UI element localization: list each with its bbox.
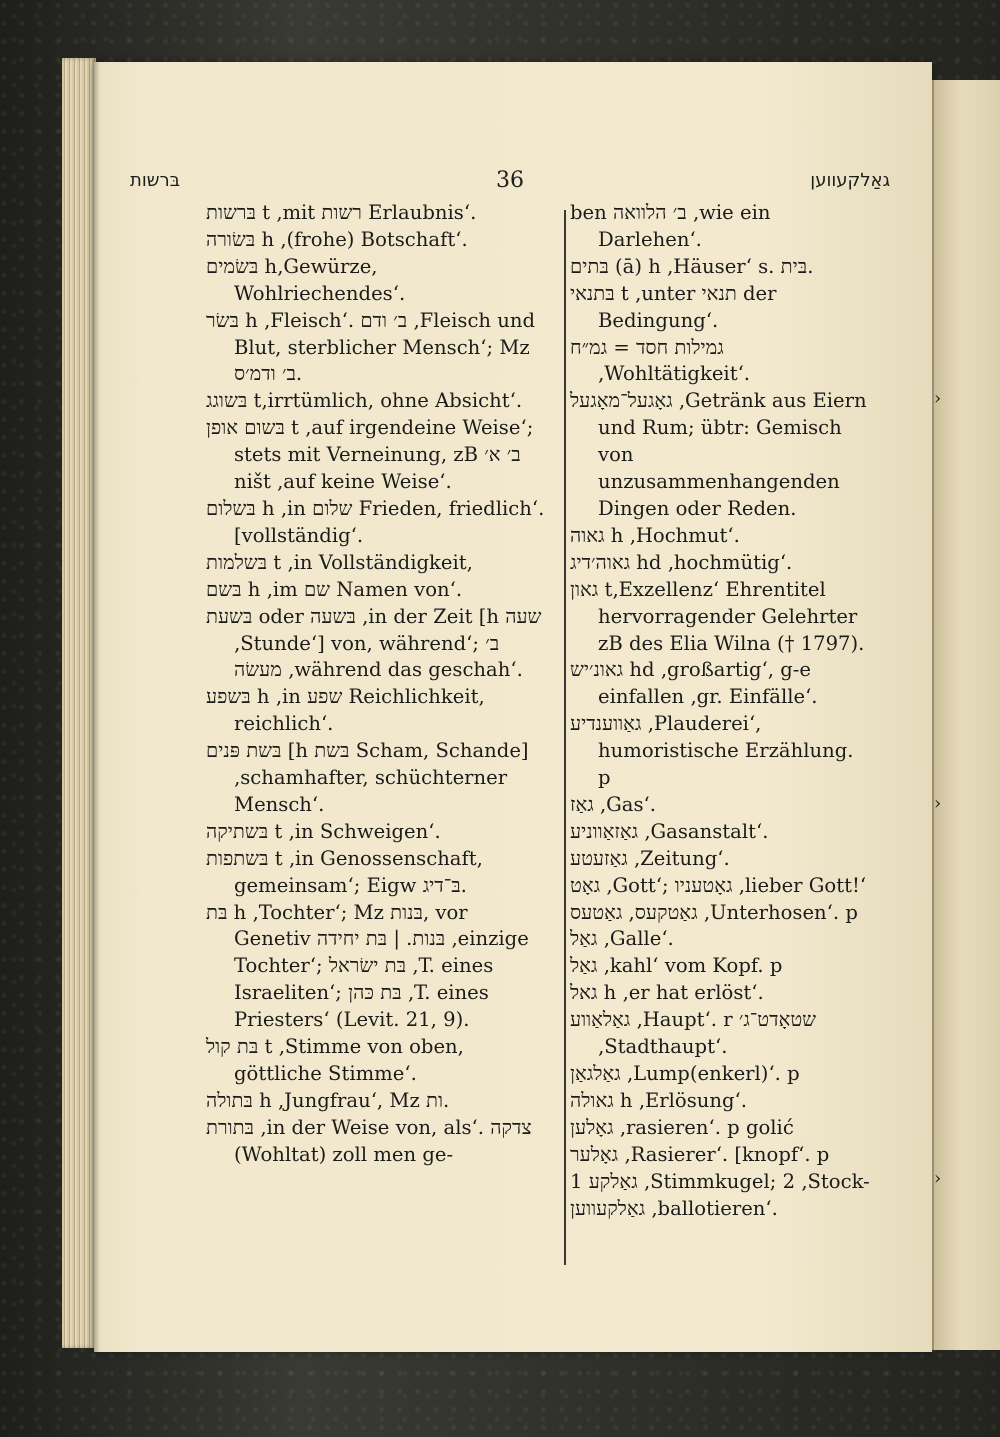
dictionary-entry: גאָט ‚Gott‘; גאָטעניו ‚lieber Gott!‘ [570,873,867,897]
dictionary-entry: גאַלגאַן ‚Lump(enkerl)‘. p [570,1062,800,1085]
dictionary-entry: גאַווענדיע ‚Plauderei‘, humoristische Erzählung. p [570,712,854,790]
dictionary-entry: גאון t‚Exzellenz‘ Ehrentitel hervorragender Gelehrter zB des Elia Wilna († 1797). [570,577,865,655]
dictionary-entry: גאַלקעווען ‚ballotieren‘. [570,1196,778,1220]
dictionary-entry: בּשעת oder בּשעה ‚in der Zeit [h שעה ‚Stunde‘] von, während‘; ב׳ מעשׂה ‚während das geschah‘. [206,604,542,682]
dictionary-entry: גאונ׳יש hd ‚großartig‘, g-e einfallen ‚gr. Einfälle‘. [570,658,818,709]
dictionary-entry: בּתורת ‚in der Weise von, als‘. צדקה (Wohltat) zoll men ge- [206,1115,532,1166]
dictionary-entry: גאַלקע 1 ‚Stimmkugel; 2 ‚Stock- [570,1169,870,1193]
dictionary-entry: בּשום אופן t ‚auf irgendeine Weise‘; stets mit Verneinung, zB ב׳ א׳ ništ ‚auf keine Weise‘. [206,416,534,494]
dictionary-entry: גאוה׳דיג hd ‚hochmütig‘. [570,550,793,574]
dictionary-entry: בּשלמות t ‚in Vollständigkeit, [206,550,473,574]
dictionary-entry: בּת קול t ‚Stimme von oben, göttliche Stimme‘. [206,1035,464,1085]
dictionary-entry: בּשׂורה h ‚(frohe) Botschaft‘. [206,227,468,251]
dictionary-entry: בּתים (ā) h ‚Häuser‘ s. בּית. [570,254,814,278]
dictionary-entry: גאַטקעס, גאַטעס ‚Unterhosen‘. p [570,900,858,924]
dictionary-entry: בּרשות t ‚mit רשות Erlaubnis‘. [206,201,477,224]
dictionary-entry: בּשלום h ‚in שלום Frieden, friedlich‘. [vollständig‘. [206,496,545,547]
dictionary-entry: גאוה h ‚Hochmut‘. [570,523,740,547]
left-guide-word: בּרשות [130,170,181,191]
dictionary-entry: בּת h ‚Tochter‘; Mz בּנות, vor Genetiv בּנות. | בּת יחידה ‚einzige Tochter‘; בּת ישׂראל ‚T. eines Israeliten‘; בּת כּהן ‚T. eines Priesters‘ (Levit. 21, 9). [206,900,529,1032]
dictionary-entry: בּתולה h ‚Jungfrau‘, Mz ות. [206,1088,450,1112]
facing-page-mark: › [934,793,942,814]
dictionary-entry: בּשם h ‚im שם Namen von‘. [206,577,463,601]
dictionary-entry: בּשוגג t‚irrtümlich, ohne Absicht‘. [206,389,523,413]
dictionary-entry: גאַז ‚Gas‘. [570,792,657,816]
running-header [130,170,890,200]
facing-page-mark: › [934,388,942,409]
page-edges [62,58,96,1348]
dictionary-entry: בּשת פּנים [h בּשת Scham, Schande] ‚schamhafter, schüchterner Mensch‘. [206,739,529,816]
right-column [570,200,870,1222]
column-divider [564,210,566,1265]
dictionary-entry: בּשׂר h ‚Fleisch‘. ב׳ ודם ‚Fleisch und Blut, sterblicher Mensch‘; Mz ב׳ ודמ׳ס. [206,308,536,386]
dictionary-entry: גאָלער ‚Rasierer‘. [knopf‘. p [570,1142,830,1166]
dictionary-entry: גאַזעטע ‚Zeitung‘. [570,846,730,870]
dictionary-entry: בּשׂמים h‚Gewürze, Wohlriechendes‘. [206,254,406,305]
facing-page-mark: › [934,1168,942,1189]
page-number: 36 [496,168,524,193]
dictionary-entry: גאולה h ‚Erlösung‘. [570,1088,748,1112]
dictionary-entry: גאַל ‚Galle‘. [570,927,674,951]
dictionary-entry: גאַל ‚kahl‘ vom Kopf. p [570,954,783,978]
dictionary-entry: גאַלאַווע ‚Haupt‘. r שטאָדט־ג׳ ‚Stadthaupt‘. [570,1008,817,1059]
left-column [206,200,547,1169]
dictionary-entry: ben ב׳ הלוואה ‚wie ein Darlehen‘. [570,201,771,251]
dictionary-entry: גאָלען ‚rasieren‘. p golić [570,1115,794,1139]
gutter-shadow [94,62,100,1352]
right-guide-word: גאַלקעווען [810,170,890,191]
dictionary-entry: בּשתפות t ‚in Genossenschaft, gemeinsam‘; Eigw בּ־דיג. [206,846,483,897]
facing-page-edge [932,80,1000,1350]
dictionary-entry: בּשתיקה t ‚in Schweigen‘. [206,819,441,843]
dictionary-entry: בּשפע h ‚in שפע Reichlichkeit, reichlich‘. [206,685,485,736]
dictionary-entry: גאל h ‚er hat erlöst‘. [570,981,764,1005]
dictionary-entry: גאַזאַווניע ‚Gasanstalt‘. [570,819,769,843]
dictionary-entry: בּתנאי t ‚unter תנאי der Bedingung‘. [570,281,777,332]
dictionary-entry: גאָגעל־מאָגעל ‚Getränk aus Eiern und Rum; übtr: Gemisch von unzusammenhangenden Dingen oder Reden. [570,389,867,520]
dictionary-entry: גמילות חסד = גמ״ח ‚Wohltätigkeit‘. [570,335,751,386]
